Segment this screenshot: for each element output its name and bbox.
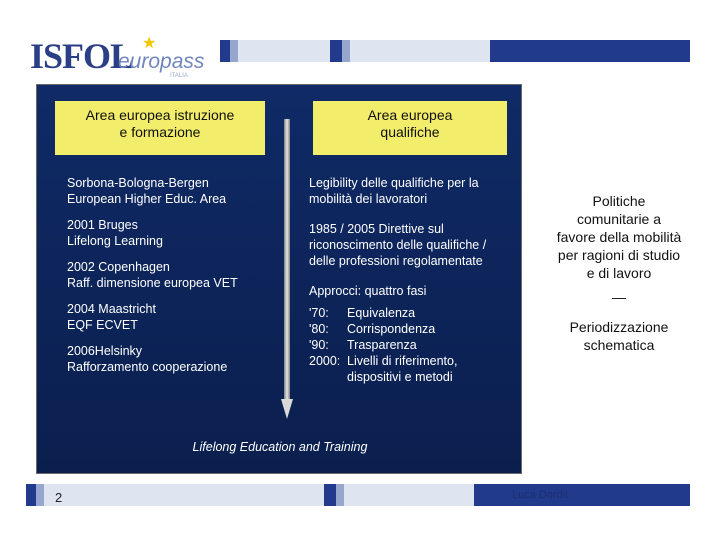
footer-stripe <box>26 484 690 506</box>
stripe-segment <box>344 484 474 506</box>
text-line: 1985 / 2005 Direttive sul <box>309 222 444 236</box>
item-subtitle: Raff. dimensione europea VET <box>67 276 238 290</box>
decade-row <box>309 337 515 353</box>
box-title-line: qualifiche <box>380 124 440 140</box>
europass-wordmark: europass <box>118 50 205 73</box>
box-title-line: Area europea <box>367 107 453 123</box>
stripe-segment <box>342 40 350 62</box>
decade-text: Equivalenza <box>347 306 416 320</box>
left-timeline-column <box>67 175 277 385</box>
page-number: 2 <box>55 490 63 505</box>
side-caption <box>536 192 702 354</box>
stripe-segment <box>336 484 344 506</box>
list-item <box>67 343 277 375</box>
caption-line: schematica <box>583 337 655 353</box>
list-item <box>67 259 277 291</box>
item-title: 2001 Bruges <box>67 218 138 232</box>
decade-year: 2000: <box>309 354 341 368</box>
decades-list <box>309 305 515 385</box>
paragraph-direttive <box>309 221 515 269</box>
stripe-segment <box>36 484 44 506</box>
stripe-segment <box>230 40 238 62</box>
item-title: 2006Helsinky <box>67 344 143 358</box>
stripe-segment <box>238 40 330 62</box>
stripe-segment <box>350 40 490 62</box>
item-subtitle: EQF ECVET <box>67 318 138 332</box>
header-stripe <box>220 40 690 62</box>
caption-line: comunitarie a <box>576 211 662 227</box>
stripe-segment <box>330 40 342 62</box>
decade-year: '80: <box>309 322 329 336</box>
decade-row <box>309 321 515 337</box>
paragraph-legibility <box>309 175 515 207</box>
isfol-europass-logo <box>30 36 220 78</box>
lifelong-caption: Lifelong Education and Training <box>192 440 368 454</box>
item-subtitle: Rafforzamento cooperazione <box>67 360 228 374</box>
decade-row <box>309 305 515 321</box>
stripe-segment <box>490 40 690 62</box>
decade-text: Livelli di riferimento, <box>347 354 458 368</box>
item-title: Sorbona-Bologna-Bergen <box>67 176 209 190</box>
text-line: delle professioni regolamentate <box>309 254 483 268</box>
box-qualifiche <box>313 101 507 155</box>
timeline-arrow-icon <box>281 119 293 419</box>
box-title-line: e formazione <box>119 124 201 140</box>
europass-country: ITALIA <box>170 73 188 79</box>
item-subtitle: Lifelong Learning <box>67 234 163 248</box>
item-title: 2002 Copenhagen <box>67 260 170 274</box>
list-item <box>67 217 277 249</box>
decade-text: Trasparenza <box>347 338 417 352</box>
caption-separator: — <box>612 289 626 305</box>
decade-text: Corrispondenza <box>347 322 436 336</box>
decade-year: '70: <box>309 306 329 320</box>
text-line: mobilità dei lavoratori <box>309 192 428 206</box>
stripe-segment <box>26 484 36 506</box>
decade-year: '90: <box>309 338 329 352</box>
decade-text: dispositivi e metodi <box>347 370 453 384</box>
text-line: riconoscimento delle qualifiche / <box>309 238 487 252</box>
author-name: Luca Dordit <box>511 489 569 501</box>
item-title: 2004 Maastricht <box>67 302 156 316</box>
right-qualifiche-column <box>309 175 515 385</box>
europass-star-icon: ★ <box>142 35 157 52</box>
caption-line: per ragioni di studio <box>557 247 681 263</box>
decade-row <box>309 369 515 385</box>
approcci-heading: Approcci: quattro fasi <box>309 284 427 298</box>
decade-year <box>309 369 347 385</box>
item-subtitle: European Higher Educ. Area <box>67 192 227 206</box>
text-line: Legibility delle qualifiche per la <box>309 176 479 190</box>
box-title-line: Area europea istruzione <box>85 107 235 123</box>
list-item <box>67 301 277 333</box>
slide-image-panel <box>36 84 522 474</box>
box-istruzione-formazione <box>55 101 265 155</box>
isfol-wordmark: ISFOL <box>30 36 134 76</box>
decade-row <box>309 353 515 369</box>
caption-line: Periodizzazione <box>569 319 669 335</box>
stripe-segment <box>324 484 336 506</box>
list-item <box>67 175 277 207</box>
stripe-segment <box>220 40 230 62</box>
caption-line: favore della mobilità <box>556 229 682 245</box>
stripe-segment <box>44 484 324 506</box>
caption-line: e di lavoro <box>586 265 652 281</box>
caption-line: Politiche <box>592 193 646 209</box>
